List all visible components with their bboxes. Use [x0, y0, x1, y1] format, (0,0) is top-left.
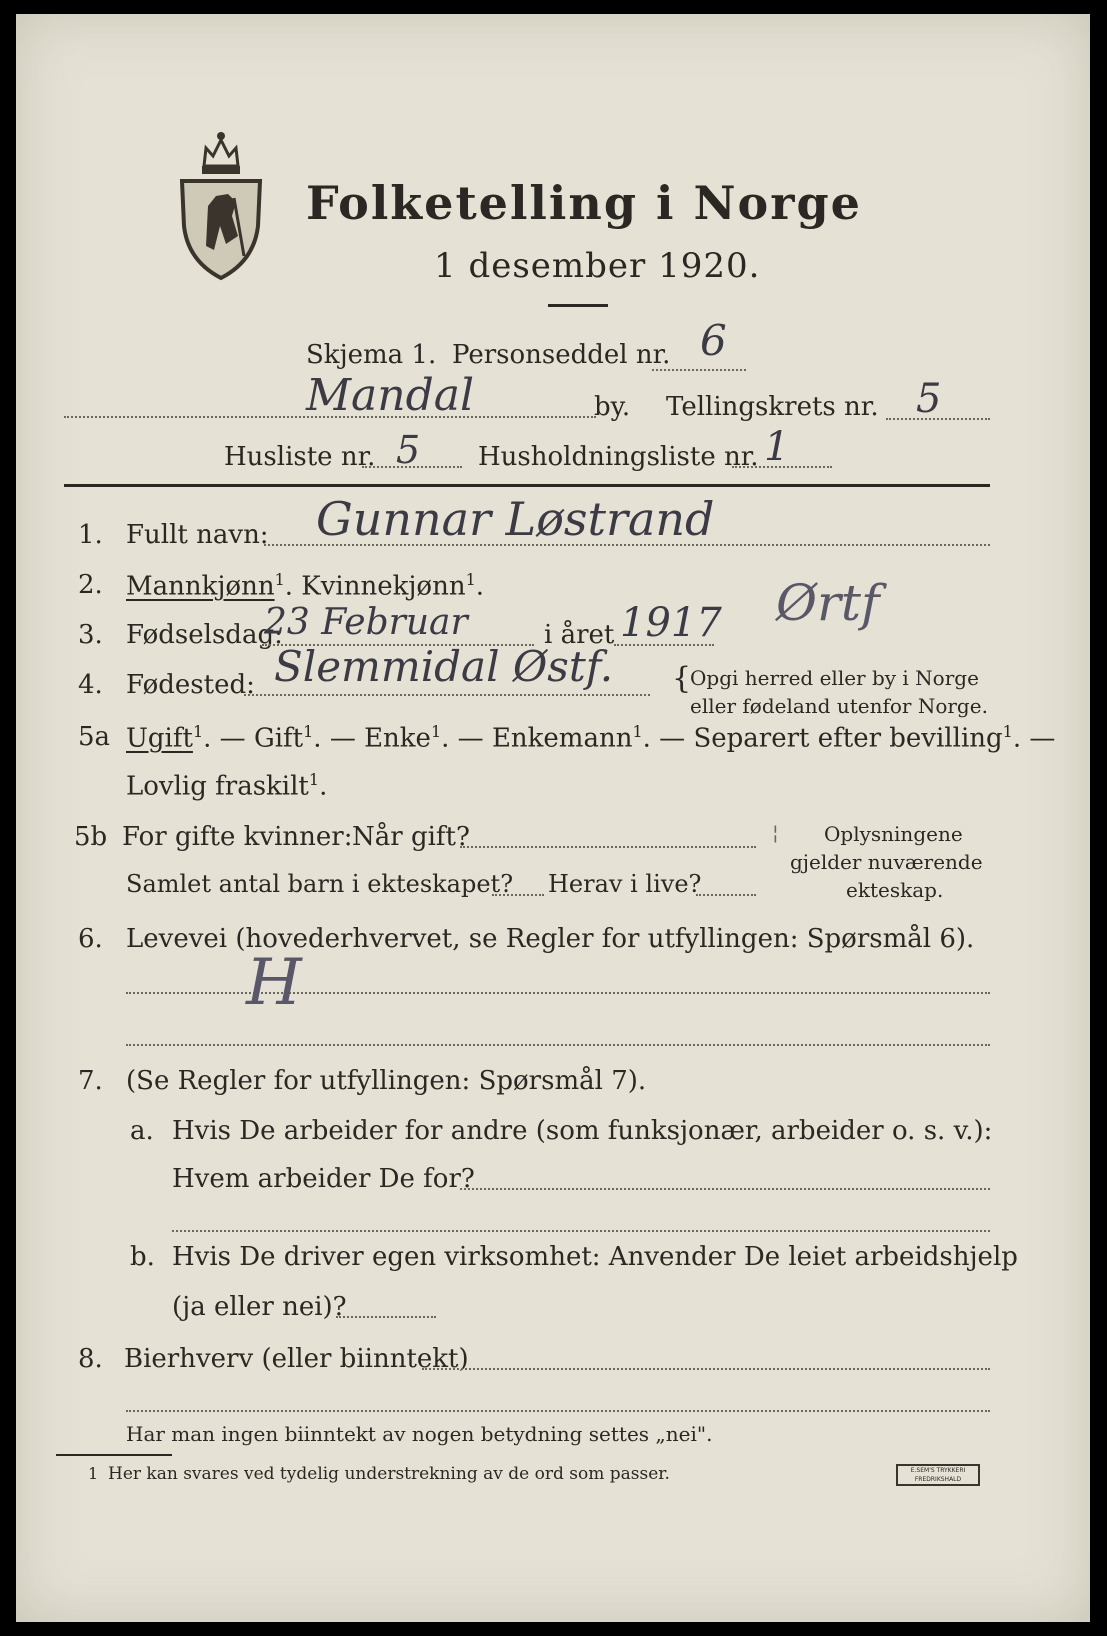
q7a-letter: a.	[130, 1116, 154, 1146]
margin-annotation: Ørtf	[776, 574, 880, 632]
title-divider	[548, 304, 608, 307]
q5a-line1: Ugift$^1$. — Gift$^1$. — Enke$^1$. — Enkemann$^1$. — Separert efter bevilling$^1$. —	[126, 722, 1056, 754]
form-title: Folketelling i Norge	[306, 176, 862, 230]
census-form-page	[16, 14, 1090, 1622]
footer-note: Har man ingen biinntekt av nogen betydning settes „nei".	[126, 1422, 713, 1446]
levevei-value: H	[246, 946, 302, 1020]
q5b-number: 5b	[74, 822, 108, 852]
skjema-label: Skjema 1.	[306, 340, 437, 370]
levevei-field-2[interactable]	[126, 1044, 990, 1046]
header-rule	[64, 484, 990, 487]
coat-of-arms-icon	[176, 126, 266, 281]
footnote-text: Her kan svares ved tydelig understrekning av de ord som passer.	[108, 1464, 670, 1484]
q6-label: Levevei (hovederhvervet, se Regler for utfyllingen: Spørsmål 6).	[126, 924, 975, 954]
side-income-field-2[interactable]	[126, 1410, 990, 1412]
birthplace-value: Slemmidal Østf.	[274, 642, 614, 691]
hired-help-field[interactable]	[336, 1316, 436, 1318]
live-field[interactable]	[696, 894, 756, 896]
personseddel-value: 6	[700, 316, 727, 365]
q5b-note-line2: gjelder nuværende	[790, 850, 983, 874]
q4-label: Fødested:	[126, 670, 255, 700]
employer-field-1[interactable]	[460, 1188, 990, 1190]
option-ugift[interactable]: Ugift	[126, 723, 193, 754]
option-mannkjonn[interactable]: Mannkjønn	[126, 571, 275, 602]
barn-field[interactable]	[492, 894, 544, 896]
live-label: Herav i live?	[548, 870, 702, 898]
husholdning-value: 1	[764, 424, 790, 470]
census-date: 1 desember 1920.	[434, 246, 761, 286]
q5a-line2: Lovlig fraskilt$^1$.	[126, 770, 328, 802]
printer-mark: E.SEM'S TRYKKERI FREDRIKSHALD	[896, 1464, 980, 1486]
birthplace-field[interactable]	[244, 694, 650, 696]
full-name-value: Gunnar Løstrand	[316, 492, 715, 546]
option-enkemann[interactable]: Enkemann	[491, 723, 633, 754]
q2-number: 2.	[78, 570, 103, 600]
q3-label: Fødselsdag:	[126, 620, 283, 650]
tellingskrets-value: 5	[916, 376, 942, 422]
birth-year-value: 1917	[620, 600, 722, 646]
personseddel-label: Personseddel nr.	[452, 340, 671, 370]
q7b-letter: b.	[130, 1242, 155, 1272]
q7a-question: Hvem arbeider De for?	[172, 1164, 475, 1194]
q1-label: Fullt navn:	[126, 520, 269, 550]
q5a-number: 5a	[78, 722, 111, 752]
q4-number: 4.	[78, 670, 103, 700]
option-fraskilt[interactable]: Lovlig fraskilt	[126, 771, 309, 802]
q5b-note-line1: Oplysningene	[824, 822, 963, 846]
q2-line: Mannkjønn$^1$. Kvinnekjønn$^1$.	[126, 570, 485, 602]
option-gift[interactable]: Gift	[253, 723, 304, 754]
q3-number: 3.	[78, 620, 103, 650]
option-separert[interactable]: Separert efter bevilling	[693, 723, 1003, 754]
naar-gift-label: Når gift?	[352, 822, 470, 852]
q4-note-line2: eller fødeland utenfor Norge.	[690, 694, 988, 718]
q7-label: (Se Regler for utfyllingen: Spørsmål 7).	[126, 1066, 647, 1096]
q8-number: 8.	[78, 1344, 103, 1374]
q7b-question: (ja eller nei)?	[172, 1292, 347, 1322]
footnote-number: 1	[88, 1464, 99, 1483]
q7-number: 7.	[78, 1066, 103, 1096]
employer-field-2[interactable]	[172, 1230, 990, 1232]
side-income-field-1[interactable]	[422, 1368, 990, 1370]
option-enke[interactable]: Enke	[364, 723, 431, 754]
barn-label: Samlet antal barn i ekteskapet?	[126, 870, 514, 898]
husholdning-label: Husholdningsliste nr.	[478, 442, 759, 472]
q4-note-line1: Opgi herred eller by i Norge	[690, 666, 979, 690]
q7b-text: Hvis De driver egen virksomhet: Anvender De leiet arbeidshjelp	[172, 1242, 1018, 1272]
q6-number: 6.	[78, 924, 103, 954]
by-label: by.	[594, 392, 631, 422]
husliste-label: Husliste nr.	[224, 442, 376, 472]
option-kvinnekjonn[interactable]: Kvinnekjønn	[301, 571, 466, 602]
footnote-rule	[56, 1454, 172, 1456]
birthday-value: 23 Februar	[264, 602, 468, 643]
naar-gift-field[interactable]	[460, 846, 756, 848]
q5b-note-line3: ekteskap.	[846, 878, 944, 902]
q5b-label: For gifte kvinner:	[122, 822, 353, 852]
city-value: Mandal	[306, 370, 475, 421]
q7a-text: Hvis De arbeider for andre (som funksjonær, arbeider o. s. v.):	[172, 1116, 993, 1146]
q8-label: Bierhverv (eller biinntekt)	[124, 1344, 469, 1374]
q4-brace: {	[672, 661, 692, 696]
q1-number: 1.	[78, 520, 103, 550]
personseddel-field[interactable]	[652, 369, 746, 371]
husliste-value: 5	[396, 428, 421, 472]
tellingskrets-label: Tellingskrets nr.	[666, 392, 879, 422]
year-label: i året	[544, 620, 615, 650]
q5b-note-divider: ¦	[772, 820, 779, 844]
